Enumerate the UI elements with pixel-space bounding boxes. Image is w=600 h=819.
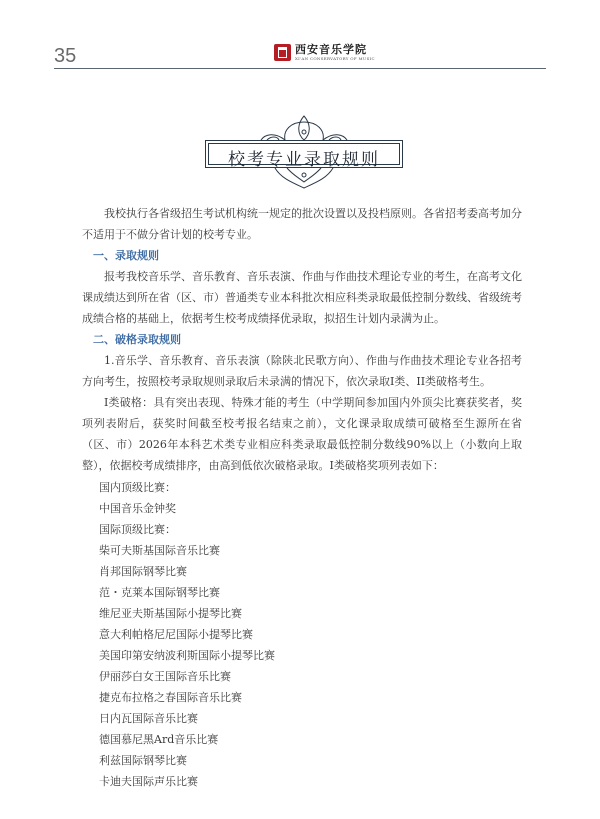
- list-item: 肖邦国际钢琴比赛: [99, 565, 187, 578]
- list-item: 国内顶级比赛：: [99, 481, 176, 494]
- list-item: 柴可夫斯基国际音乐比赛: [99, 544, 220, 557]
- list-item: 利兹国际钢琴比赛: [99, 754, 187, 767]
- list-item: 美国印第安纳波利斯国际小提琴比赛: [99, 649, 275, 662]
- exceptional-paragraph-1: 1.音乐学、音乐教育、音乐表演（除陕北民歌方向）、作曲与作曲技术理论专业各招考方向考生，按照校考录取规则录取后未录满的情况下，依次录取I类、II类破格考生。: [82, 354, 522, 388]
- award-list: [82, 477, 522, 792]
- list-item: 范・克莱本国际钢琴比赛: [99, 586, 220, 599]
- section-title: 校考专业录取规则: [228, 150, 380, 170]
- list-item: 国际顶级比赛：: [99, 523, 176, 536]
- logo-subtitle: XI'AN CONSERVATORY OF MUSIC: [295, 56, 375, 61]
- list-item: 日内瓦国际音乐比赛: [99, 712, 198, 725]
- list-item: 意大利帕格尼尼国际小提琴比赛: [99, 628, 253, 641]
- admission-rules-paragraph: 报考我校音乐学、音乐教育、音乐表演、作曲与作曲技术理论专业的考生，在高考文化课成绩达到所在省（区、市）普通类专业本科批次相应科类录取最低控制分数线、省级统考成绩合格的基础上，依据考生校考成绩择优录取，拟招生计划内录满为止。: [82, 270, 522, 325]
- body-text: [82, 203, 522, 792]
- page-number: 35: [54, 45, 77, 67]
- exceptional-paragraph-2: I类破格：具有突出表现、特殊才能的考生（中学期间参加国内外顶尖比赛获奖者，奖项列表附后，获奖时间截至校考报名结束之前），文化课录取成绩可破格至生源所在省（区、市）2026年本科艺术类专业相应科类录取最低控制分数线90%以上（小数向上取整），依据校考成绩排序，由高到低依次破格录取。I类破格奖项列表如下：: [82, 396, 522, 472]
- heading-exceptional-admission: 二、破格录取规则: [93, 333, 181, 346]
- list-item: 伊丽莎白女王国际音乐比赛: [99, 670, 231, 683]
- list-item: 德国慕尼黑Ard音乐比赛: [99, 733, 219, 746]
- intro-paragraph: 我校执行各省级招生考试机构统一规定的批次设置以及投档原则。各省招考委高考加分不适用于不做分省计划的校考专业。: [82, 207, 522, 241]
- school-emblem-icon: [274, 44, 291, 61]
- header-divider: [54, 68, 546, 69]
- list-item: 中国音乐金钟奖: [99, 502, 176, 515]
- list-item: 捷克布拉格之春国际音乐比赛: [99, 691, 242, 704]
- list-item: 卡迪夫国际声乐比赛: [99, 775, 198, 788]
- list-item: 维尼亚夫斯基国际小提琴比赛: [99, 607, 242, 620]
- logo-title: 西安音乐学院: [295, 43, 367, 56]
- school-logo: [274, 44, 375, 61]
- section-title-banner: [205, 112, 405, 192]
- heading-admission-rules: 一、录取规则: [93, 249, 159, 262]
